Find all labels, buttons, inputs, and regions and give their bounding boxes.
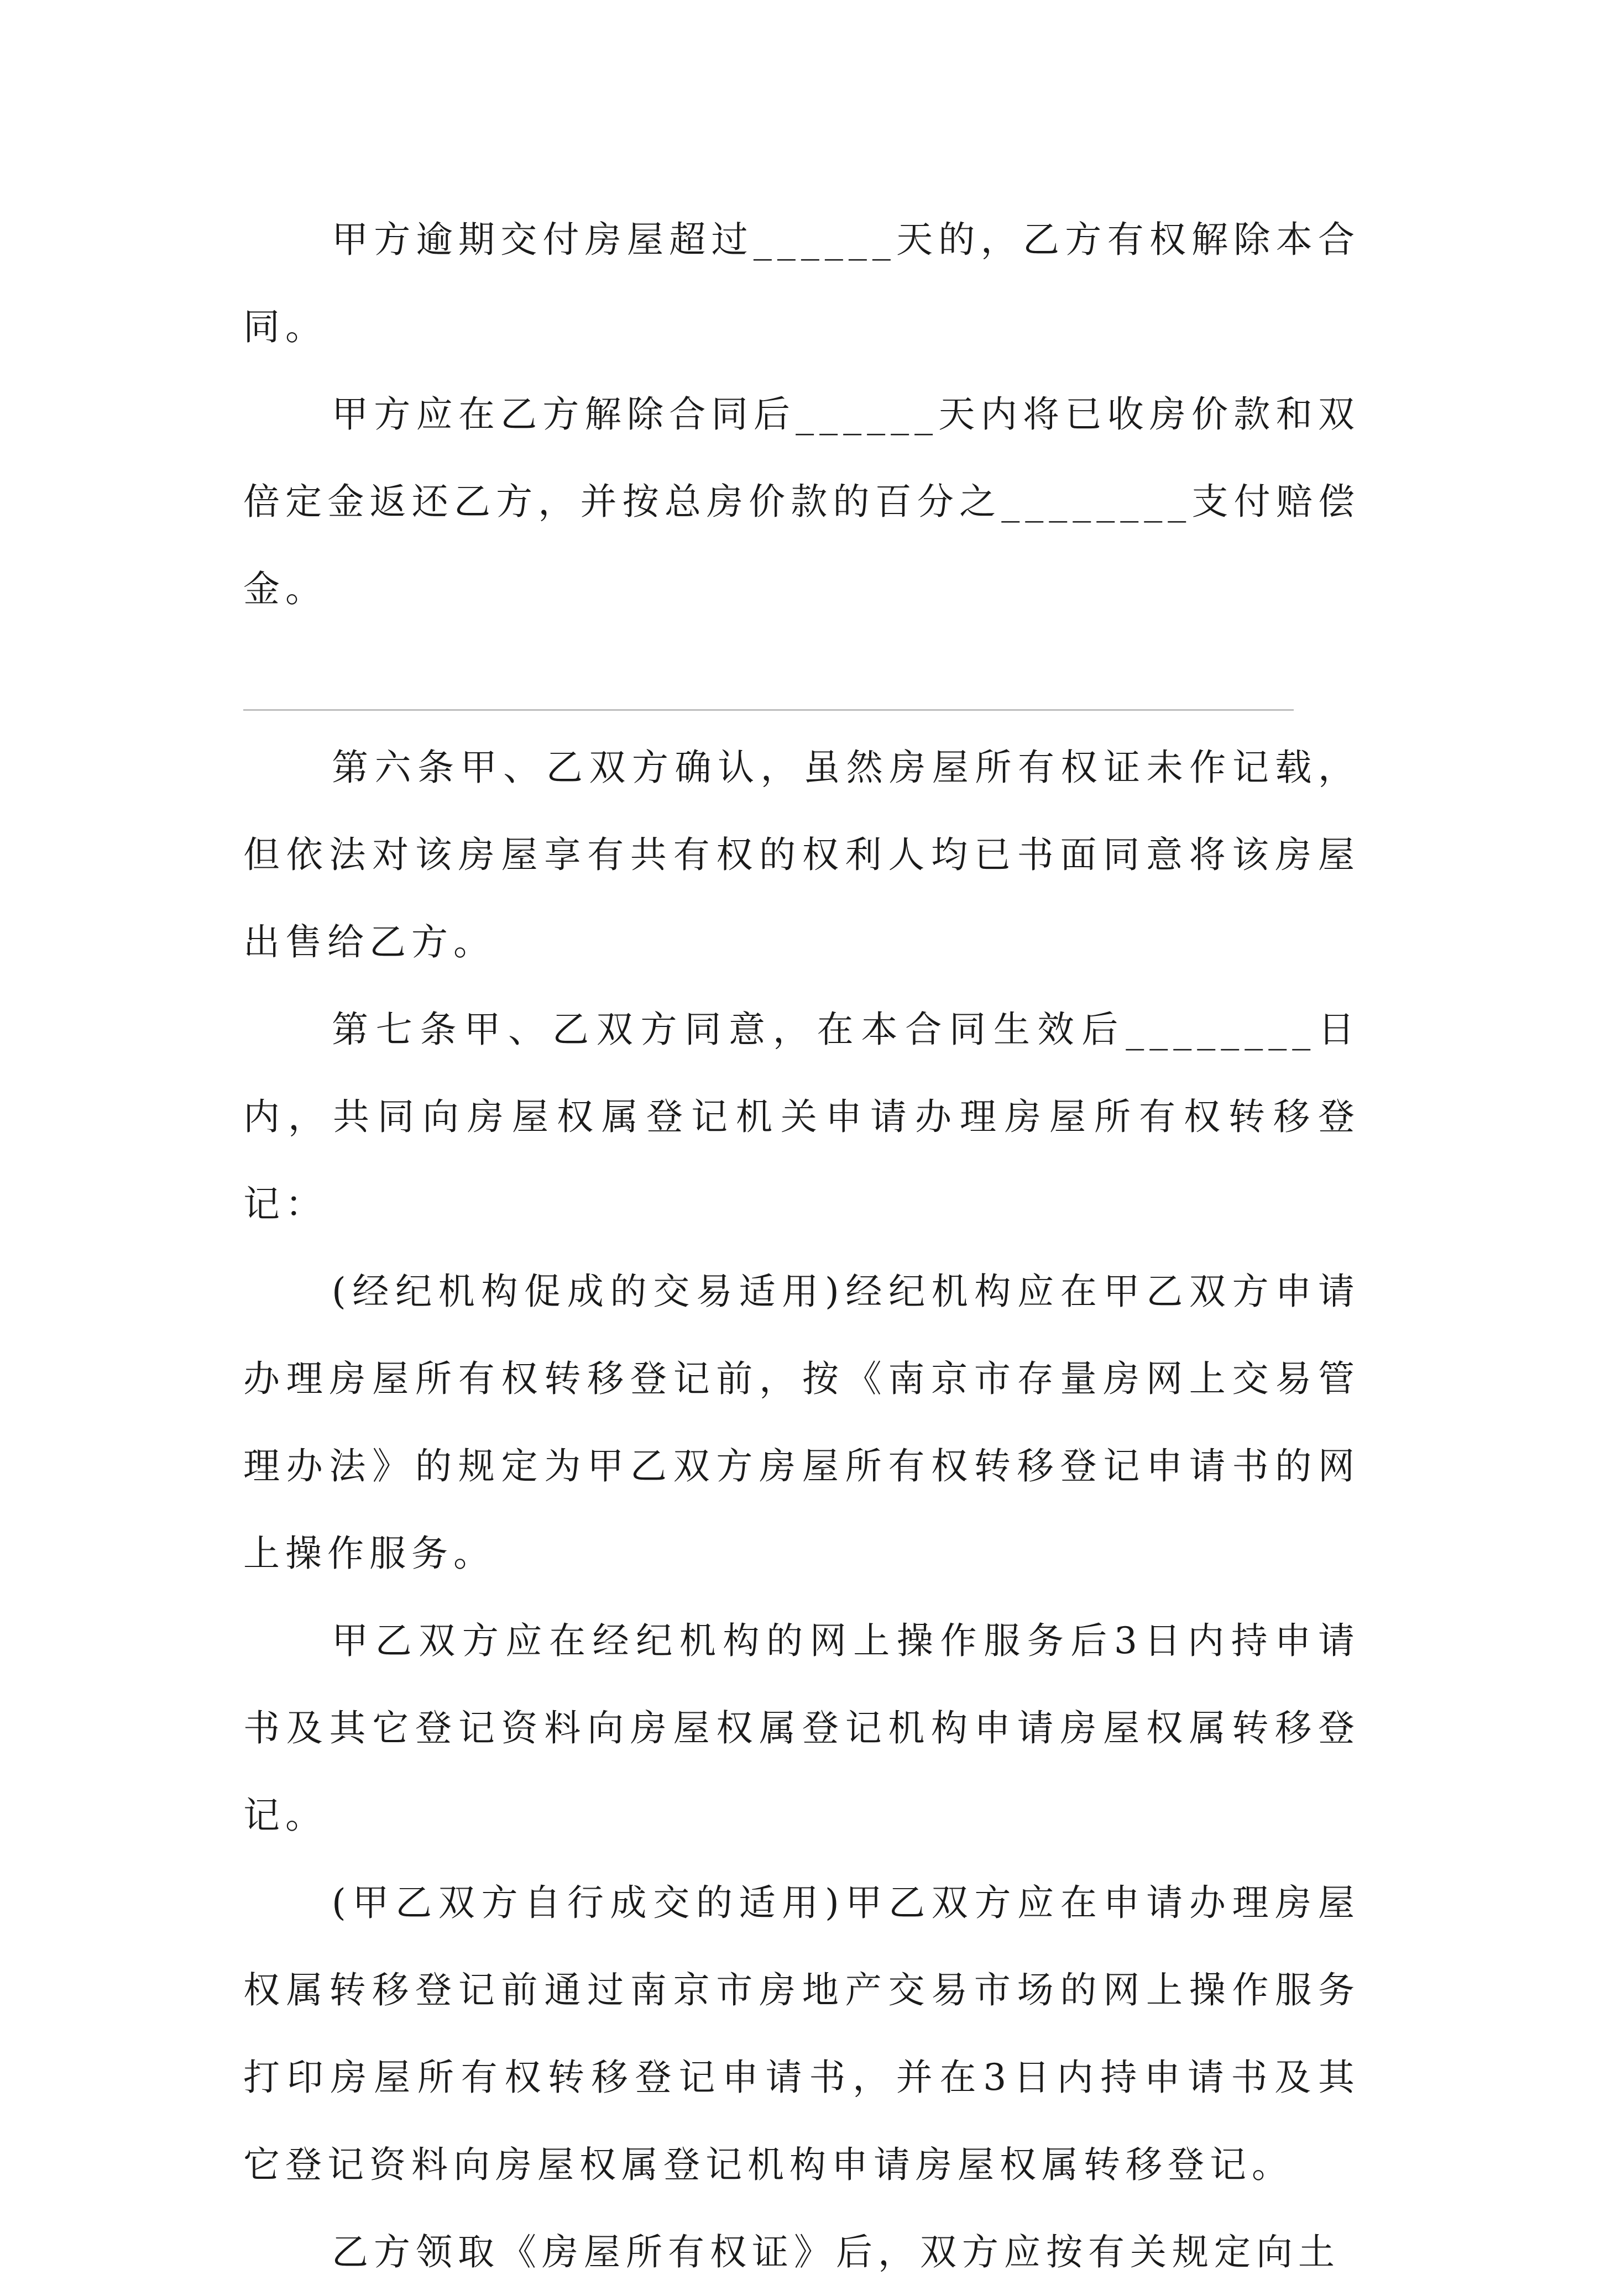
paragraph-agency-registration: 甲乙双方应在经纪机构的网上操作服务后3日内持申请书及其它登记资料向房屋权属登记机构申请房屋权属转移登记。 xyxy=(243,1619,1360,1837)
paragraph-certificate: 乙方领取《房屋所有权证》后，双方应按有关规定向土 xyxy=(332,2231,1340,2273)
contract-section-termination xyxy=(243,196,1360,633)
paragraph-overdue-delivery: 甲方逾期交付房屋超过______天的，乙方有权解除本合同。 xyxy=(243,218,1360,348)
paragraph-article-seven: 第七条甲、乙双方同意，在本合同生效后________日内，共同向房屋权属登记机关申请办理房屋所有权转移登记： xyxy=(243,1008,1360,1225)
section-divider xyxy=(243,709,1294,711)
paragraph-self-transaction: (甲乙双方自行成交的适用)甲乙双方应在申请办理房屋权属转移登记前通过南京市房地产交易市场的网上操作服务打印房屋所有权转移登记申请书，并在3日内持申请书及其它登记资料向房屋权属登记机构申请房屋权属转移登记。 xyxy=(243,1881,1360,2186)
paragraph-article-six: 第六条甲、乙双方确认，虽然房屋所有权证未作记载，但依法对该房屋享有共有权的权利人均已书面同意将该房屋出售给乙方。 xyxy=(243,746,1360,963)
paragraph-agency-transaction: (经纪机构促成的交易适用)经纪机构应在甲乙双方申请办理房屋所有权转移登记前，按《南京市存量房网上交易管理办法》的规定为甲乙双方房屋所有权转移登记申请书的网上操作服务。 xyxy=(243,1270,1360,1575)
contract-section-registration xyxy=(243,724,1360,2296)
paragraph-refund-compensation: 甲方应在乙方解除合同后______天内将已收房价款和双倍定金返还乙方，并按总房价款的百分之________支付赔偿金。 xyxy=(243,393,1360,610)
